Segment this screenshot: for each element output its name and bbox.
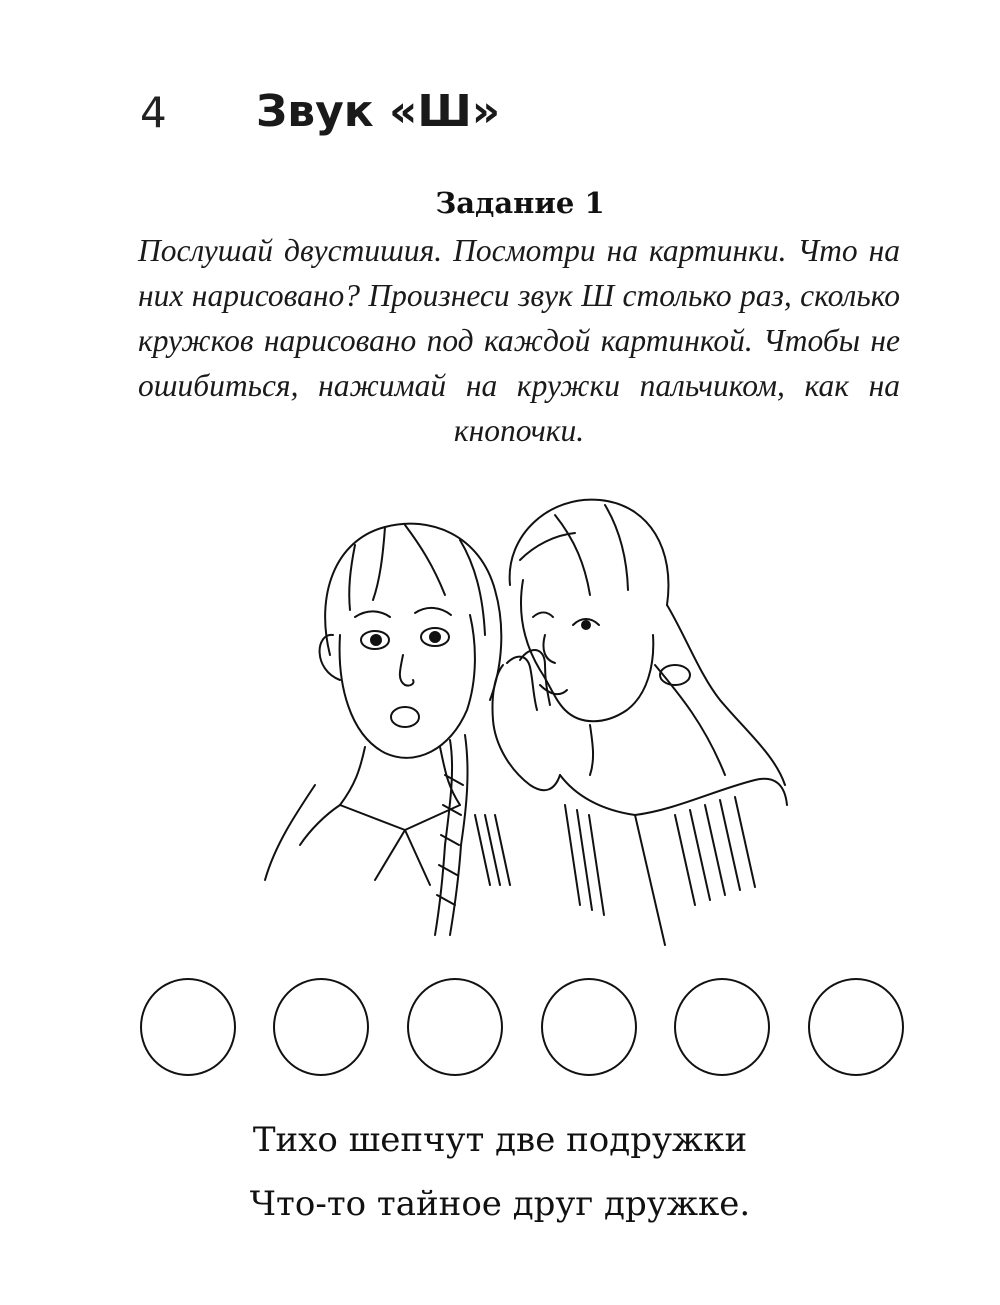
right-girl-figure xyxy=(492,500,787,945)
sound-circles-row xyxy=(136,976,916,1082)
chapter-title: Звук «Ш» xyxy=(256,86,501,137)
poem xyxy=(0,1108,1000,1236)
illustration-girls-whispering xyxy=(255,485,790,947)
poem-line: Тихо шепчут две подружки xyxy=(252,1120,748,1160)
sound-circle[interactable] xyxy=(273,978,369,1076)
left-girl-figure xyxy=(265,524,510,935)
task-instructions: Послушай двустишия. Посмотри на картинки. Что на них нарисовано? Произнеси звук Ш столько раз, сколько кружков нарисовано под каждой картинкой. Чтобы не ошибиться, нажимай на кружки пальчиком, как на кнопочки. xyxy=(138,233,900,448)
sound-circle[interactable] xyxy=(407,978,503,1076)
sound-circle[interactable] xyxy=(541,978,637,1076)
sound-circle[interactable] xyxy=(140,978,236,1076)
sound-circle[interactable] xyxy=(808,978,904,1076)
sound-circle[interactable] xyxy=(674,978,770,1076)
poem-line: Что-то тайное друг дружке. xyxy=(249,1184,751,1224)
task-title: Задание 1 xyxy=(435,186,605,220)
page-number: 4 xyxy=(140,88,168,137)
